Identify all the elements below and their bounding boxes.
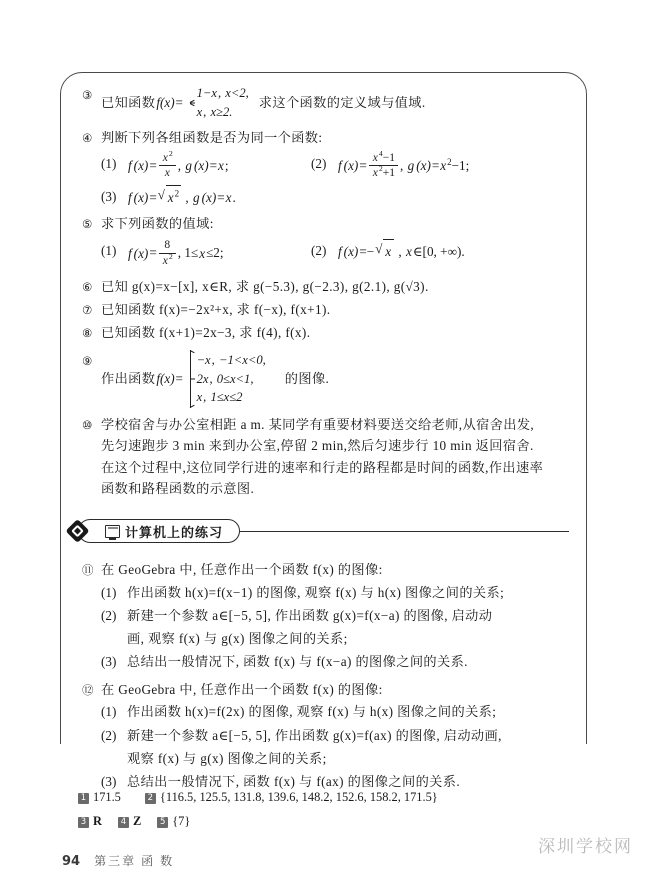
item-9-text-after: 的图像. bbox=[284, 371, 330, 387]
subitem-12-1 bbox=[101, 700, 569, 723]
watermark: 深圳学校网 bbox=[538, 837, 633, 856]
sub-body bbox=[127, 604, 569, 650]
item-marker: ⑪ bbox=[82, 563, 94, 578]
pw-expr: x bbox=[196, 390, 203, 405]
answer-value: Z bbox=[132, 813, 142, 828]
sub-label: (1) bbox=[101, 704, 117, 720]
radical-icon: √ $x^2$ bbox=[158, 185, 181, 209]
section-header-rule bbox=[239, 531, 569, 532]
sub-body: 总结出一般情况下, 函数 f(x) 与 f(x−a) 的图像之间的关系. bbox=[127, 654, 468, 669]
item-body bbox=[101, 213, 569, 270]
exercise-item-6 bbox=[82, 276, 569, 297]
sub-body: 总结出一般情况下, 函数 f(x) 与 f(ax) 的图像之间的关系. bbox=[127, 773, 461, 789]
answer-number-badge: 1 bbox=[78, 793, 89, 804]
answer-row-2 bbox=[78, 810, 578, 834]
sub-line-2: 观察 f(x) 与 g(x) 图像之间的关系; bbox=[127, 750, 327, 766]
subitem-5-1 bbox=[101, 239, 311, 269]
sub-line-2: 画, 观察 f(x) 与 g(x) 图像之间的关系; bbox=[127, 630, 348, 646]
item-3-text-before: 已知函数 bbox=[101, 94, 156, 110]
exercise-item-10 bbox=[82, 414, 569, 500]
section-title: 计算机上的练习 bbox=[125, 524, 224, 540]
exercise-item-9 bbox=[82, 350, 569, 408]
exercise-item-5 bbox=[82, 213, 569, 270]
chapter-title: 第三章 函 数 bbox=[94, 854, 175, 868]
sub-label: (3) bbox=[101, 188, 117, 204]
exercise-content bbox=[82, 84, 569, 795]
subitem-11-3 bbox=[101, 650, 569, 673]
pw-expr: 1−x bbox=[196, 86, 217, 100]
item-5-row-1 bbox=[101, 239, 569, 269]
item-11-stem: 在 GeoGebra 中, 任意作出一个函数 f(x) 的图像: bbox=[101, 562, 383, 578]
pw-expr: 2x bbox=[196, 371, 209, 386]
exercise-item-8 bbox=[82, 322, 569, 343]
sub-body: f (x)= √ $x^2$ , g (x)=x. bbox=[127, 185, 569, 209]
exercise-item-3 bbox=[82, 84, 569, 121]
page-footer bbox=[62, 852, 174, 869]
item-4-stem: 判断下列各组函数是否为同一个函数: bbox=[101, 130, 323, 146]
sub-body bbox=[127, 724, 569, 770]
item-5-stem: 求下列函数的值域: bbox=[101, 216, 214, 232]
item-9-text-before: 作出函数 bbox=[101, 371, 156, 387]
item-body bbox=[101, 84, 569, 121]
item-10-line-3: 在这个过程中,这位同学行进的速率和行走的路程都是时间的函数,作出速率 bbox=[101, 459, 544, 475]
sub-body: f (x)=− √ x , x∈[0, +∞). bbox=[337, 239, 569, 263]
computer-monitor-icon bbox=[105, 525, 120, 538]
item-marker: ⑧ bbox=[82, 326, 93, 341]
answer-number-badge: 2 bbox=[145, 793, 156, 804]
item-body bbox=[101, 679, 569, 793]
item-4-row-1 bbox=[101, 148, 569, 182]
pw-cond: x≥2. bbox=[210, 104, 233, 119]
item-marker: ⑩ bbox=[82, 417, 93, 432]
item-9-function-label: f(x)= bbox=[156, 371, 184, 387]
pw-cond: 1≤x≤2 bbox=[210, 390, 243, 405]
sub-body: f (x)= $\frac{8}{x^2}$ , 1≤x≤2; bbox=[128, 239, 224, 267]
item-body bbox=[101, 414, 569, 500]
answer-number-badge: 5 bbox=[157, 817, 168, 828]
section-header bbox=[78, 517, 569, 545]
exercise-item-12 bbox=[82, 679, 569, 793]
brace-icon bbox=[187, 350, 196, 408]
sub-label: (3) bbox=[101, 654, 117, 669]
fraction-x2-over-x: $\frac{x^2}{x}$ bbox=[159, 151, 176, 181]
sub-body: 作出函数 h(x)=f(x−1) 的图像, 观察 f(x) 与 h(x) 图像之间的关系; bbox=[127, 584, 505, 600]
exercise-item-4 bbox=[82, 127, 569, 209]
sub-label: (2) bbox=[101, 607, 117, 623]
answer-value: {116.5, 125.5, 131.8, 139.6, 148.2, 152.6, 158.2, 171.5} bbox=[159, 790, 438, 804]
sub-body: 作出函数 h(x)=f(2x) 的图像, 观察 f(x) 与 h(x) 图像之间的关系; bbox=[127, 704, 497, 720]
item-body bbox=[101, 559, 569, 673]
pw-expr: x bbox=[196, 104, 203, 119]
item-marker: ⑦ bbox=[82, 303, 93, 318]
pw-cond: x<2, bbox=[225, 86, 249, 100]
pw-cond: 0≤x<1, bbox=[216, 371, 254, 386]
answer-value: 171.5 bbox=[93, 790, 121, 804]
exercise-item-11 bbox=[82, 559, 569, 673]
item-3-piecewise: 1−x, x<2, x, x≥2. bbox=[187, 84, 250, 121]
sub-body: f (x)= $\frac{x^4-1}{x^2+1}$ , g $(x)=x^2-1$; bbox=[338, 148, 470, 179]
subitem-11-2 bbox=[101, 604, 569, 650]
subitem-4-3 bbox=[101, 185, 569, 209]
item-10-line-2: 先匀速跑步 3 min 来到办公室,停留 2 min,然后匀速步行 10 min 返回宿舍. bbox=[101, 438, 534, 454]
sub-body: f (x)= $\frac{x^2}{x}$ , g (x)=x; bbox=[128, 148, 229, 179]
item-body bbox=[101, 127, 569, 209]
item-marker: ⑥ bbox=[82, 279, 93, 294]
sub-label: (3) bbox=[101, 773, 117, 789]
item-body bbox=[101, 350, 569, 408]
item-3-text-after: 求这个函数的定义域与值域. bbox=[258, 94, 426, 110]
item-12-stem: 在 GeoGebra 中, 任意作出一个函数 f(x) 的图像: bbox=[101, 682, 383, 698]
answer-row-1 bbox=[78, 786, 578, 810]
subitem-12-2 bbox=[101, 724, 569, 770]
sub-label: (1) bbox=[101, 584, 117, 600]
pw-expr: −x bbox=[196, 352, 211, 367]
sub-label: (1) bbox=[101, 243, 117, 259]
sub-line-1: 新建一个参数 a∈[−5, 5], 作出函数 g(x)=f(ax) 的图像, 启动动画, bbox=[127, 727, 502, 743]
item-marker: ⑤ bbox=[82, 217, 93, 232]
fraction-x4m1-over-x2p1: $\frac{x^4-1}{x^2+1}$ bbox=[369, 151, 398, 181]
sub-label: (2) bbox=[101, 727, 117, 743]
item-10-line-1: 学校宿舍与办公室相距 a m. 某同学有重要材料要送交给老师,从宿舍出发, bbox=[101, 416, 535, 432]
item-marker: ③ bbox=[82, 88, 93, 102]
sub-label: (2) bbox=[311, 155, 327, 171]
answer-number-badge: 4 bbox=[118, 817, 129, 828]
sub-label: (2) bbox=[311, 243, 327, 259]
subitem-4-1 bbox=[101, 148, 311, 182]
sub-line-1: 新建一个参数 a∈[−5, 5], 作出函数 g(x)=f(x−a) 的图像, 启动动 bbox=[127, 607, 493, 623]
subitem-11-1 bbox=[101, 581, 569, 604]
answer-number-badge: 3 bbox=[78, 817, 89, 828]
item-3-function-label: f(x)= bbox=[156, 94, 184, 110]
item-7-line: 已知函数 f(x)=−2x²+x, 求 f(−x), f(x+1). bbox=[101, 302, 331, 318]
item-8-line: 已知函数 f(x+1)=2x−3, 求 f(4), f(x). bbox=[101, 325, 311, 341]
radical-icon: √ x bbox=[375, 239, 394, 263]
item-marker: ⑨ bbox=[82, 353, 93, 368]
answer-value: R bbox=[93, 813, 102, 828]
pw-cond: −1<x<0, bbox=[218, 352, 266, 367]
page-number: 94 bbox=[62, 854, 81, 869]
item-9-piecewise: −x, −1<x<0, 2x, 0≤x<1, x, 1≤x≤2 bbox=[187, 350, 267, 408]
answer-value: {7} bbox=[172, 813, 191, 828]
subitem-5-2 bbox=[311, 239, 569, 263]
item-marker: ⑫ bbox=[82, 683, 94, 698]
sub-label: (1) bbox=[101, 155, 117, 171]
exercise-item-7 bbox=[82, 299, 569, 320]
answer-key bbox=[78, 786, 578, 833]
item-10-line-4: 函数和路程函数的示意图. bbox=[101, 480, 255, 496]
item-marker: ④ bbox=[82, 131, 93, 146]
fraction-8-over-x2: $\frac{8}{x^2}$ bbox=[159, 238, 176, 268]
subitem-4-2 bbox=[311, 148, 569, 182]
item-6-line: 已知 g(x)=x−[x], x∈R, 求 g(−5.3), g(−2.3), g(2.1), g(√3). bbox=[101, 278, 429, 294]
section-header-pill bbox=[78, 519, 240, 543]
